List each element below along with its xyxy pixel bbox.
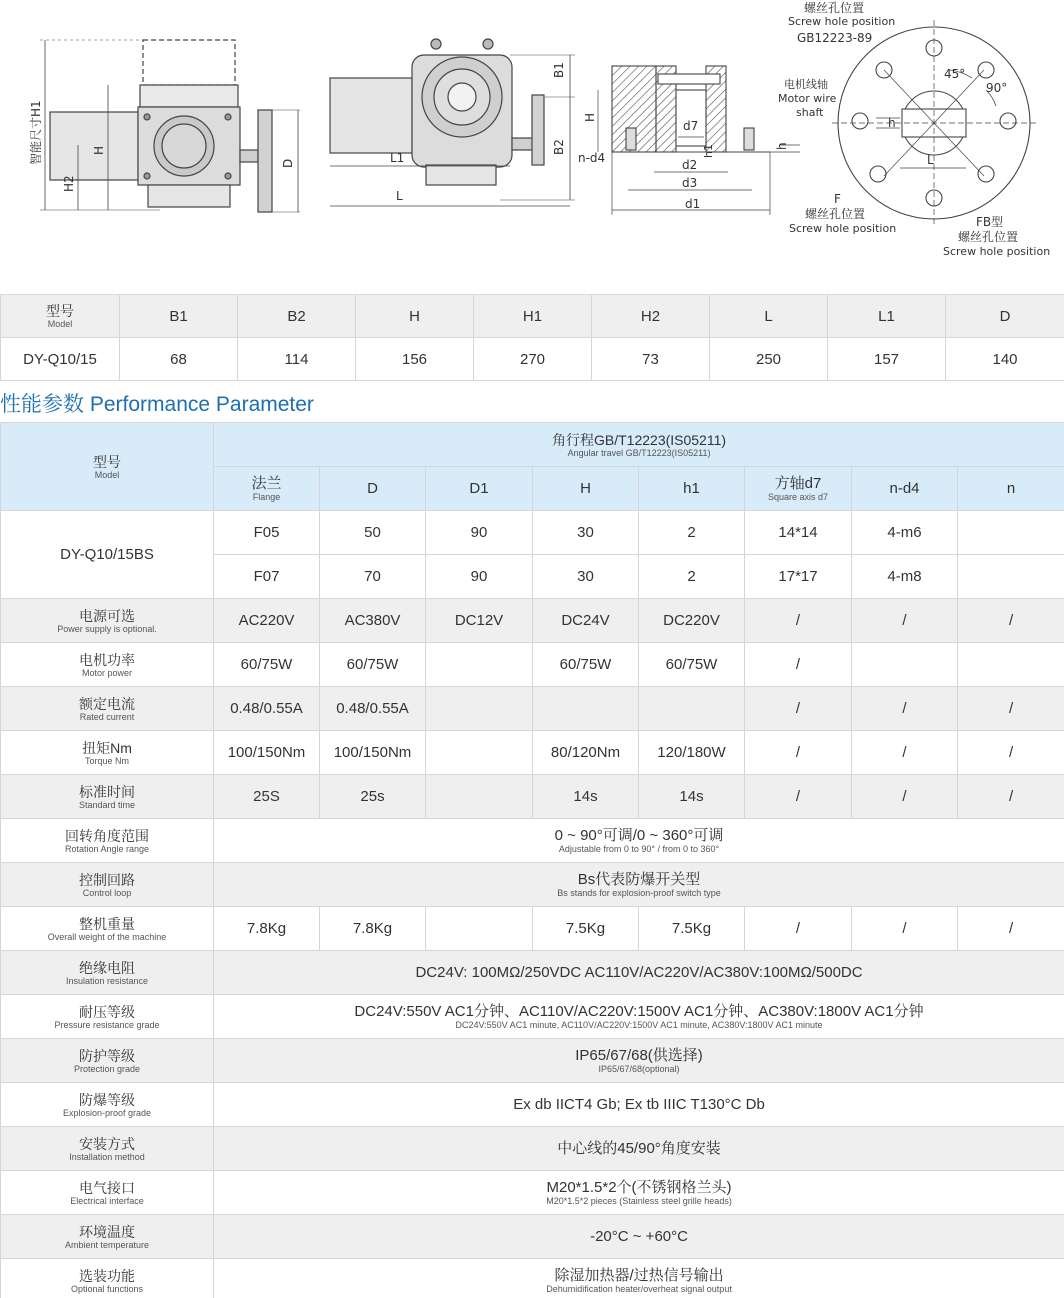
table-row: [1, 1039, 1064, 1083]
merged-value-en: M20*1.5*2 pieces (Stainless steel grille heads): [546, 1195, 732, 1206]
param-label-en: Optional functions: [70, 1283, 144, 1294]
label-front-l1: L1: [390, 151, 405, 165]
table-row: [1, 511, 1064, 555]
table-cell: [533, 687, 639, 731]
table-row: [1, 951, 1064, 995]
param-label: [1, 863, 214, 907]
table-cell: 0.48/0.55A: [214, 687, 320, 731]
perf-col-header-en: Flange: [252, 491, 281, 502]
label-fb-type: FB型: [976, 215, 1004, 229]
param-label-cn: 回转角度范围: [65, 827, 149, 844]
table-cell: DC220V: [639, 599, 745, 643]
dim-header-l1: L1: [828, 295, 946, 338]
perf-col-header-cn: n-d4: [889, 479, 920, 497]
param-label: [1, 1259, 214, 1298]
angular-travel-en: Angular travel GB/T12223(IS05211): [567, 447, 711, 458]
label-front-b2: B2: [552, 139, 566, 155]
dim-header-h: H: [356, 295, 474, 338]
perf-col-header-cn: H: [580, 479, 591, 497]
param-label-en: Explosion-proof grade: [62, 1107, 152, 1118]
param-label: [1, 1083, 214, 1127]
merged-value-cell: [214, 863, 1064, 907]
perf-col-header-cn: 法兰: [251, 474, 282, 492]
table-row: [1, 643, 1064, 687]
dim-header-d: D: [946, 295, 1064, 338]
table-cell: /: [852, 687, 958, 731]
param-label-cn: 整机重量: [79, 915, 135, 932]
merged-value-en: Adjustable from 0 to 90° / from 0 to 360°: [558, 843, 720, 854]
table-cell: 2: [639, 511, 745, 555]
label-front-l: L: [396, 189, 403, 203]
label-fb-screw-cn: 螺丝孔位置: [958, 230, 1019, 244]
merged-value-en: IP65/67/68(optional): [598, 1063, 680, 1074]
merged-value-cn: 除湿加热器/过热信号输出: [554, 1266, 724, 1284]
merged-value-cn: M20*1.5*2个(不锈钢格兰头): [546, 1178, 732, 1196]
dim-header-b2: B2: [238, 295, 356, 338]
label-motor-wire-en: Motor wire: [778, 92, 837, 105]
perf-model-header-cn: 型号: [93, 453, 121, 470]
dim-value-l: 250: [710, 338, 828, 381]
section-title: 性能参数 Performance Parameter: [0, 393, 314, 416]
table-cell: 0.48/0.55A: [320, 687, 426, 731]
param-label-cn: 防护等级: [79, 1047, 135, 1064]
dim-value-b2: 114: [238, 338, 356, 381]
label-side-d: D: [281, 158, 295, 168]
dim-value-h: 156: [356, 338, 474, 381]
table-cell: 14*14: [745, 511, 852, 555]
param-label: [1, 819, 214, 863]
perf-col-header-en: Square axis d7: [767, 491, 829, 502]
param-label-cn: 电气接口: [79, 1179, 135, 1196]
label-screw-hole-cn: 螺丝孔位置: [804, 1, 865, 15]
param-label-cn: 电机功率: [79, 651, 135, 668]
merged-value-en: Dehumidification heater/overheat signal output: [546, 1283, 732, 1294]
table-cell: F07: [214, 555, 320, 599]
param-label-en: Ambient temperature: [64, 1239, 150, 1250]
label-front-b1: B1: [552, 62, 566, 78]
table-cell: AC220V: [214, 599, 320, 643]
perf-col-header: [214, 467, 320, 511]
table-row: [1, 819, 1064, 863]
table-cell: 50: [320, 511, 426, 555]
table-row: [1, 731, 1064, 775]
perf-col-header-cn: 方轴d7: [774, 474, 822, 492]
label-smart-size-h1: 智能尺寸H1: [29, 100, 43, 165]
param-label-en: Rotation Angle range: [64, 843, 150, 854]
perf-model-header: [1, 423, 214, 511]
dim-value-l1: 157: [828, 338, 946, 381]
table-cell: 60/75W: [639, 643, 745, 687]
param-label: [1, 731, 214, 775]
label-motor-wire-en2: shaft: [796, 106, 824, 119]
merged-value-en: DC24V:550V AC1 minute, AC110V/AC220V:1500V AC1 minute, AC380V:1800V AC1 minute: [455, 1019, 823, 1030]
table-cell: 2: [639, 555, 745, 599]
table-cell: /: [958, 599, 1064, 643]
table-cell: 14s: [639, 775, 745, 819]
table-cell: DC12V: [426, 599, 533, 643]
perf-col-header-cn: D1: [469, 479, 489, 497]
param-label-en: Torque Nm: [84, 755, 129, 766]
dim-header-h2: H2: [592, 295, 710, 338]
merged-value-cn: DC24V:550V AC1分钟、AC110V/AC220V:1500V AC1分钟、AC380V:1800V AC1分钟: [354, 1002, 924, 1020]
param-label-en: Installation method: [69, 1151, 145, 1162]
angular-travel-header: [214, 423, 1064, 467]
perf-col-header: [958, 467, 1064, 511]
table-cell: [426, 731, 533, 775]
table-row: [1, 1259, 1064, 1298]
table-row: [1, 1215, 1064, 1259]
table-cell: [958, 555, 1064, 599]
table-cell: /: [745, 775, 852, 819]
param-label: [1, 1215, 214, 1259]
dimension-table-header: [1, 295, 1064, 338]
label-fb-screw-en: Screw hole position: [943, 245, 1051, 258]
label-section-d1: d1: [685, 197, 701, 211]
table-row: [1, 1127, 1064, 1171]
table-row: [1, 687, 1064, 731]
param-label: [1, 995, 214, 1039]
param-label-en: Insulation resistance: [65, 975, 149, 986]
table-cell: 80/120Nm: [533, 731, 639, 775]
merged-value-cn: 中心线的45/90°角度安装: [557, 1139, 721, 1157]
label-f-screw-en: Screw hole position: [789, 222, 897, 235]
angular-travel-cn: 角行程GB/T12223(IS05211): [552, 431, 727, 448]
table-cell: 120/180W: [639, 731, 745, 775]
table-cell: 70: [320, 555, 426, 599]
param-label-en: Overall weight of the machine: [47, 931, 167, 942]
table-cell: 7.8Kg: [214, 907, 320, 951]
merged-value-cell: [214, 1127, 1064, 1171]
table-cell: 25s: [320, 775, 426, 819]
param-label-en: Rated current: [79, 711, 135, 722]
table-cell: /: [745, 907, 852, 951]
table-row: [1, 907, 1064, 951]
table-cell: /: [958, 775, 1064, 819]
table-row: [1, 338, 1064, 381]
label-flange-f: F: [834, 192, 841, 206]
table-cell: 17*17: [745, 555, 852, 599]
perf-model-header-en: Model: [94, 469, 120, 480]
param-label-cn: 扭矩Nm: [82, 739, 132, 756]
param-label: [1, 1039, 214, 1083]
table-cell: /: [745, 731, 852, 775]
param-label: [1, 907, 214, 951]
label-section-d3: d3: [682, 176, 698, 190]
table-cell: [426, 643, 533, 687]
merged-value-cell: [214, 1259, 1064, 1298]
dim-header-l: L: [710, 295, 828, 338]
label-section-d7: d7: [683, 119, 699, 133]
param-label-en: Standard time: [78, 799, 136, 810]
dim-model-header-en: Model: [47, 319, 73, 329]
front-view-drawing: [330, 39, 575, 206]
table-cell: /: [852, 731, 958, 775]
merged-value-cn: DC24V: 100MΩ/250VDC AC110V/AC220V/AC380V:100MΩ/500DC: [415, 963, 863, 981]
table-cell: [426, 687, 533, 731]
param-label: [1, 599, 214, 643]
table-row: [1, 775, 1064, 819]
technical-drawings: [0, 0, 1064, 275]
perf-col-header: [320, 467, 426, 511]
performance-table: [0, 422, 1064, 1298]
table-cell: /: [852, 775, 958, 819]
table-cell: [426, 907, 533, 951]
drawing-canvas: [0, 0, 1064, 275]
merged-value-cell: [214, 1171, 1064, 1215]
label-angle-90: 90°: [986, 81, 1008, 95]
dim-model-header-cn: 型号: [46, 303, 74, 319]
table-cell: 100/150Nm: [320, 731, 426, 775]
param-label-cn: 防爆等级: [79, 1091, 135, 1108]
perf-col-header: [639, 467, 745, 511]
param-label-cn: 标准时间: [79, 783, 135, 800]
dim-model-header: [1, 295, 120, 338]
param-label-cn: 额定电流: [79, 695, 135, 712]
label-motor-wire-cn: 电机线轴: [784, 78, 828, 91]
label-flange-h: h: [888, 116, 896, 130]
table-cell: [852, 643, 958, 687]
merged-value-cell: [214, 995, 1064, 1039]
param-label-cn: 安装方式: [79, 1135, 135, 1152]
param-label-en: Motor power: [81, 667, 133, 678]
merged-value-cn: Ex db IICT4 Gb; Ex tb IIIC T130°C Db: [513, 1095, 765, 1113]
perf-col-header: [745, 467, 852, 511]
dim-header-b1: B1: [120, 295, 238, 338]
table-cell: 30: [533, 555, 639, 599]
merged-value-cn: Bs代表防爆开关型: [577, 870, 701, 888]
label-f-screw-cn: 螺丝孔位置: [805, 207, 866, 221]
perf-model-value: DY-Q10/15BS: [1, 511, 214, 599]
param-label-cn: 控制回路: [79, 871, 135, 888]
table-cell: /: [745, 643, 852, 687]
perf-col-header-cn: h1: [683, 479, 700, 497]
performance-table-body: [1, 423, 1064, 1298]
label-side-h2: H2: [62, 175, 76, 192]
dim-value-b1: 68: [120, 338, 238, 381]
param-label-en: Power supply is optional.: [57, 623, 157, 634]
param-label: [1, 951, 214, 995]
merged-value-cell: [214, 1039, 1064, 1083]
param-label-en: Pressure resistance grade: [54, 1019, 160, 1030]
flange-view-drawing: [832, 20, 1036, 226]
merged-value-cell: [214, 1215, 1064, 1259]
perf-col-header: [533, 467, 639, 511]
label-section-d2: d2: [682, 158, 698, 172]
table-cell: 14s: [533, 775, 639, 819]
table-cell: [958, 643, 1064, 687]
table-cell: 100/150Nm: [214, 731, 320, 775]
table-cell: /: [958, 731, 1064, 775]
dim-value-d: 140: [946, 338, 1064, 381]
label-section-h: H: [583, 112, 597, 122]
perf-col-header-cn: n: [1006, 479, 1016, 497]
label-screw-hole-en: Screw hole position: [788, 15, 896, 28]
merged-value-cell: [214, 951, 1064, 995]
label-standard: GB12223-89: [797, 31, 873, 45]
merged-value-cell: [214, 1083, 1064, 1127]
param-label: [1, 1171, 214, 1215]
table-row: [1, 863, 1064, 907]
table-cell: 4-m8: [852, 555, 958, 599]
table-cell: 60/75W: [533, 643, 639, 687]
section-view-drawing: [598, 66, 800, 215]
param-label-en: Protection grade: [73, 1063, 141, 1074]
table-row: [1, 599, 1064, 643]
table-cell: /: [852, 599, 958, 643]
label-section-h1: h1: [702, 144, 715, 158]
table-row: [1, 1083, 1064, 1127]
param-label-cn: 电源可选: [79, 607, 135, 624]
table-cell: 60/75W: [320, 643, 426, 687]
merged-value-cn: -20°C ~ +60°C: [590, 1227, 688, 1245]
table-cell: /: [745, 599, 852, 643]
table-cell: DC24V: [533, 599, 639, 643]
param-label-cn: 绝缘电阻: [79, 959, 135, 976]
table-cell: /: [745, 687, 852, 731]
table-cell: F05: [214, 511, 320, 555]
param-label-cn: 选装功能: [79, 1267, 135, 1284]
param-label-en: Control loop: [82, 887, 132, 898]
table-cell: 30: [533, 511, 639, 555]
table-cell: 25S: [214, 775, 320, 819]
label-section-nd4: n-d4: [578, 151, 606, 165]
dim-model-value: DY-Q10/15: [1, 338, 120, 381]
dimension-table: [0, 294, 1064, 381]
perf-col-header-cn: D: [367, 479, 378, 497]
table-cell: 60/75W: [214, 643, 320, 687]
merged-value-cell: [214, 819, 1064, 863]
table-cell: 90: [426, 511, 533, 555]
table-cell: /: [958, 907, 1064, 951]
param-label-cn: 环境温度: [79, 1223, 135, 1240]
side-view-drawing: [40, 40, 300, 212]
perf-header-row: [1, 423, 1064, 467]
table-cell: 4-m6: [852, 511, 958, 555]
merged-value-en: Bs stands for explosion-proof switch type: [557, 887, 721, 898]
merged-value-cn: 0 ~ 90°可调/0 ~ 360°可调: [554, 826, 724, 844]
perf-col-header: [426, 467, 533, 511]
table-cell: /: [958, 687, 1064, 731]
table-cell: 7.8Kg: [320, 907, 426, 951]
label-angle-45: 45°: [944, 67, 966, 81]
dim-header-h1: H1: [474, 295, 592, 338]
param-label-en: Electrical interface: [70, 1195, 144, 1206]
table-cell: 90: [426, 555, 533, 599]
label-side-h: H: [92, 145, 106, 155]
merged-value-cn: IP65/67/68(供选择): [575, 1046, 703, 1064]
table-cell: [958, 511, 1064, 555]
label-flange-l: L: [927, 153, 934, 167]
table-cell: /: [852, 907, 958, 951]
dim-value-h2: 73: [592, 338, 710, 381]
table-cell: 7.5Kg: [639, 907, 745, 951]
table-cell: [426, 775, 533, 819]
param-label: [1, 687, 214, 731]
label-section-h-small: h: [775, 142, 789, 150]
table-cell: [639, 687, 745, 731]
table-cell: 7.5Kg: [533, 907, 639, 951]
param-label: [1, 775, 214, 819]
table-cell: AC380V: [320, 599, 426, 643]
perf-col-header: [852, 467, 958, 511]
dim-value-h1: 270: [474, 338, 592, 381]
param-label: [1, 643, 214, 687]
table-row: [1, 995, 1064, 1039]
table-row: [1, 1171, 1064, 1215]
param-label: [1, 1127, 214, 1171]
param-label-cn: 耐压等级: [79, 1003, 135, 1020]
